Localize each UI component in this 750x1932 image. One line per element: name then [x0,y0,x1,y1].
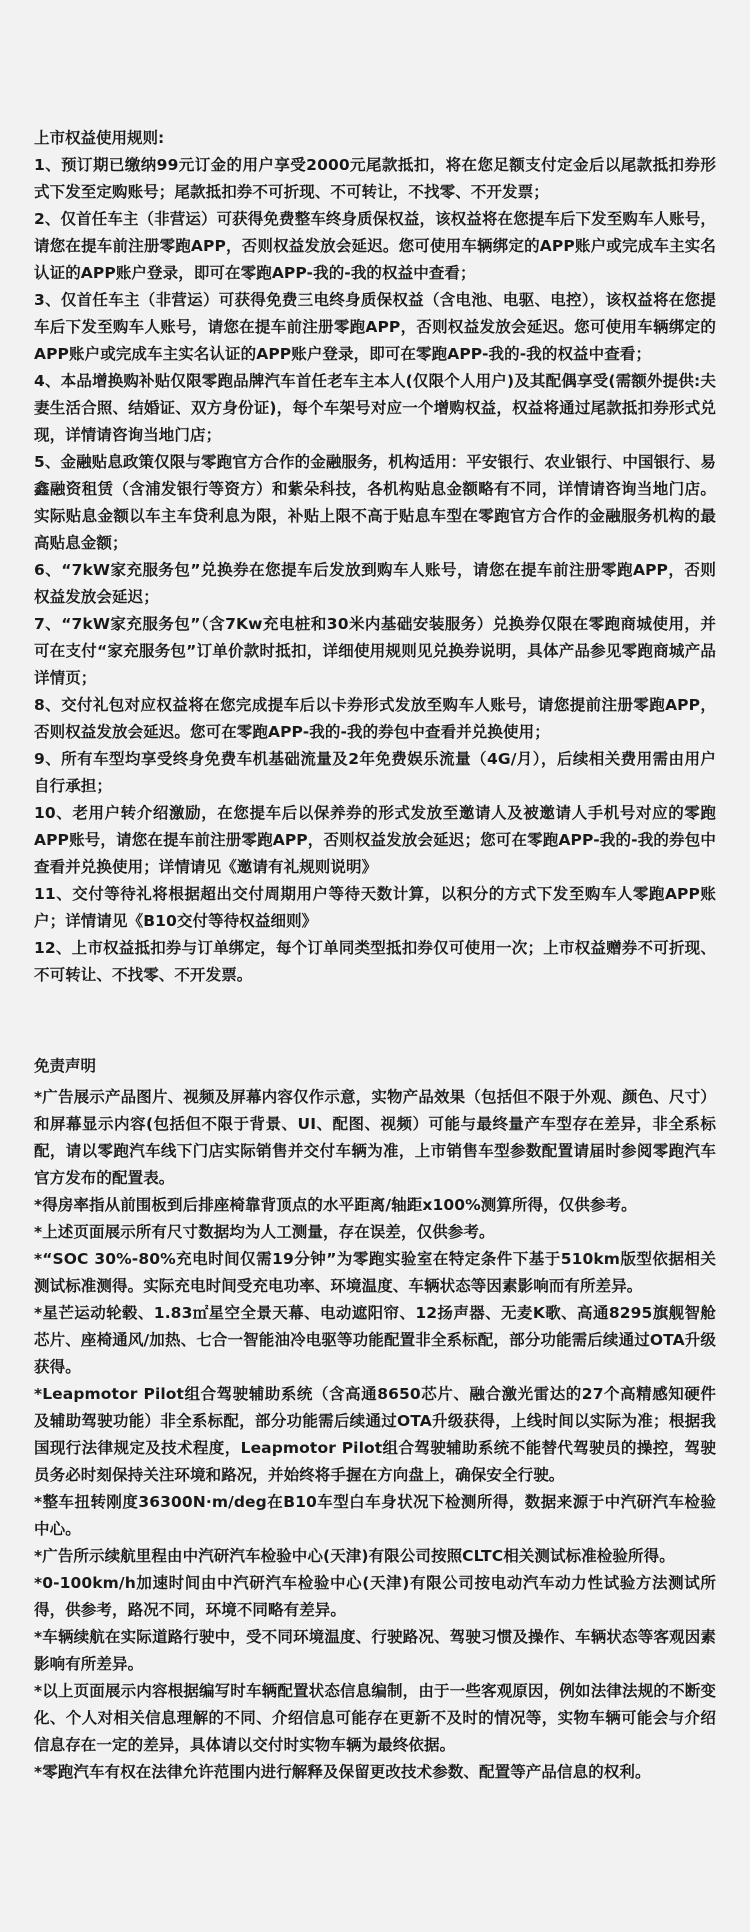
rule-item: 12、上市权益抵扣券与订单绑定，每个订单同类型抵扣券仅可使用一次；上市权益赠券不可折现、不可转让、不找零、不开发票。 [34,939,716,984]
rule-item: 1、预订期已缴纳99元订金的用户享受2000元尾款抵扣，将在您足额支付定金后以尾款抵扣券形式下发至定购账号；尾款抵扣券不可折现、不可转让，不找零、不开发票； [34,156,716,201]
disclaimer-item: *广告展示产品图片、视频及屏幕内容仅作示意，实物产品效果（包括但不限于外观、颜色、尺寸）和屏幕显示内容(包括但不限于背景、UI、配图、视频）可能与最终量产车型存在差异，非全系标配，请以零跑汽车线下门店实际销售并交付车辆为准，上市销售车型参数配置请届时参阅零跑汽车官方发布的配置表。 [34,1088,716,1187]
rule-item: 11、交付等待礼将根据超出交付周期用户等待天数计算，以积分的方式下发至购车人零跑APP账户；详情请见《B10交付等待权益细则》 [34,885,716,930]
disclaimer-item: *上述页面展示所有尺寸数据均为人工测量，存在误差，仅供参考。 [34,1223,495,1241]
rule-item: 7、“7kW家充服务包”（含7Kw充电桩和30米内基础安装服务）兑换券仅限在零跑商城使用，并可在支付“家充服务包”订单价款时抵扣，详细使用规则见兑换券说明，具体产品参见零跑商城产品详情页； [34,615,716,687]
rule-item: 10、老用户转介绍激励，在您提车后以保养券的形式发放至邀请人及被邀请人手机号对应的零跑APP账号，请您在提车前注册零跑APP，否则权益发放会延迟；您可在零跑APP-我的-我的券包中查看并兑换使用；详情请见《邀请有礼规则说明》 [34,804,716,876]
section-spacer [34,989,716,1053]
rule-item: 9、所有车型均享受终身免费车机基础流量及2年免费娱乐流量（4G/月），后续相关费用需由用户自行承担； [34,750,716,795]
disclaimer-item: *星芒运动轮毂、1.83㎡星空全景天幕、电动遮阳帘、12扬声器、无麦K歌、高通8295旗舰智舱芯片、座椅通风/加热、七合一智能油冷电驱等功能配置非全系标配，部分功能需后续通过OTA升级获得。 [34,1304,716,1376]
rule-item: 3、仅首任车主（非营运）可获得免费三电终身质保权益（含电池、电驱、电控），该权益将在您提车后下发至购车人账号，请您在提车前注册零跑APP，否则权益发放会延迟。您可使用车辆绑定的APP账户或完成车主实名认证的APP账户登录，即可在零跑APP-我的-我的权益中查看； [34,291,716,363]
disclaimer-item: *车辆续航在实际道路行驶中，受不同环境温度、行驶路况、驾驶习惯及操作、车辆状态等客观因素影响有所差异。 [34,1628,716,1673]
rule-item: 6、“7kW家充服务包”兑换券在您提车后发放到购车人账号，请您在提车前注册零跑APP，否则权益发放会延迟； [34,561,716,606]
disclaimer-title: 免责声明 [34,1057,97,1075]
disclaimer-item: *零跑汽车有权在法律允许范围内进行解释及保留更改技术参数、配置等产品信息的权利。 [34,1763,651,1781]
rule-item: 2、仅首任车主（非营运）可获得免费整车终身质保权益，该权益将在您提车后下发至购车人账号，请您在提车前注册零跑APP，否则权益发放会延迟。您可使用车辆绑定的APP账户或完成车主实名认证的APP账户登录，即可在零跑APP-我的-我的权益中查看； [34,210,716,282]
disclaimer-list [34,1084,716,1786]
disclaimer-item: *0-100km/h加速时间由中汽研汽车检验中心(天津)有限公司按电动汽车动力性试验方法测试所得，供参考，路况不同，环境不同略有差异。 [34,1574,716,1619]
disclaimer-item: *Leapmotor Pilot组合驾驶辅助系统（含高通8650芯片、融合激光雷达的27个高精感知硬件及辅助驾驶功能）非全系标配，部分功能需后续通过OTA升级获得，上线时间以实际为准；根据我国现行法律规定及技术程度，Leapmotor Pilot组合驾驶辅助系统不能替代驾驶员的操控，驾驶员务必时刻保持关注环境和路况，并始终将手握在方向盘上，确保安全行驶。 [34,1385,716,1484]
disclaimer-item: *广告所示续航里程由中汽研汽车检验中心(天津)有限公司按照CLTC相关测试标准检验所得。 [34,1547,675,1565]
rules-title: 上市权益使用规则: [34,129,165,147]
disclaimer-item: *“SOC 30%-80%充电时间仅需19分钟”为零跑实验室在特定条件下基于510km版型依据相关测试标准测得。实际充电时间受充电功率、环境温度、车辆状态等因素影响而有所差异。 [34,1250,716,1295]
rule-item: 4、本品增换购补贴仅限零跑品牌汽车首任老车主本人(仅限个人用户)及其配偶享受(需额外提供:夫妻生活合照、结婚证、双方身份证)，每个车架号对应一个增购权益，权益将通过尾款抵扣券形式兑现，详情请咨询当地门店； [34,372,716,444]
disclaimer-item: *整车扭转刚度36300N·m/deg在B10车型白车身状况下检测所得，数据来源于中汽研汽车检验中心。 [34,1493,716,1538]
rules-list [34,152,716,989]
rule-item: 5、金融贴息政策仅限与零跑官方合作的金融服务，机构适用：平安银行、农业银行、中国银行、易鑫融资租赁（含浦发银行等资方）和紫朵科技，各机构贴息金额略有不同，详情请咨询当地门店。实际贴息金额以车主车贷利息为限，补贴上限不高于贴息车型在零跑官方合作的金融服务机构的最高贴息金额； [34,453,716,552]
rule-item: 8、交付礼包对应权益将在您完成提车后以卡券形式发放至购车人账号，请您提前注册零跑APP，否则权益发放会延迟。您可在零跑APP-我的-我的券包中查看并兑换使用； [34,696,716,741]
disclaimer-item: *以上页面展示内容根据编写时车辆配置状态信息编制，由于一些客观原因，例如法律法规的不断变化、个人对相关信息理解的不同、介绍信息可能存在更新不及时的情况等，实物车辆可能会与介绍信息存在一定的差异，具体请以交付时实物车辆为最终依据。 [34,1682,716,1754]
disclaimer-item: *得房率指从前围板到后排座椅靠背顶点的水平距离/轴距x100%测算所得，仅供参考。 [34,1196,637,1214]
